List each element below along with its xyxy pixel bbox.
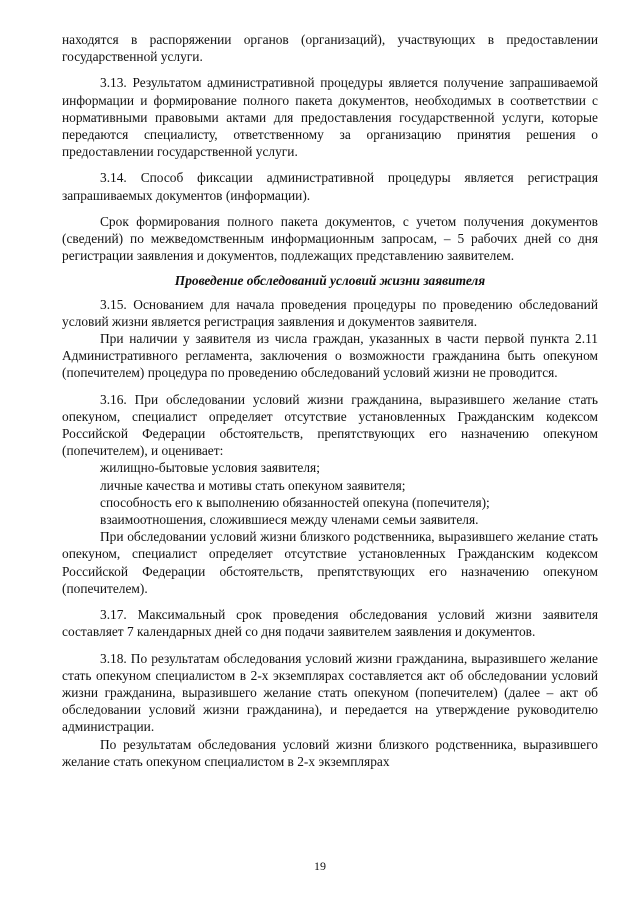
paragraph-3-13: 3.13. Результатом административной процедуры является получение запрашиваемой информации и формирование полного пакета документов, необходимых в соответствии с нормативными правовыми актами для предоставления государственной услуги, которые передаются специалисту, ответственному за организацию принятия решения о предоставлении государственной услуги. [62, 75, 598, 160]
paragraph-3-18: 3.18. По результатам обследования условий жизни гражданина, выразившего желание стать опекуном специалистом в 2-х экземплярах составляется акт об обследовании условий жизни гражданина, выразившего желание стать опекуном (попечителем) (далее – акт об обследовании условий жизни гражданина), и передается на утверждение руководителю администрации. [62, 650, 598, 735]
paragraph-3-17: 3.17. Максимальный срок проведения обследования условий жизни заявителя составляет 7 календарных дней со дня подачи заявителем заявления и документов. [62, 607, 598, 640]
paragraph-relative-results: По результатам обследования условий жизни близкого родственника, выразившего желание стать опекуном специалистом в 2-х экземплярах [62, 736, 598, 769]
paragraph-3-14: 3.14. Способ фиксации административной процедуры является регистрация запрашиваемых документов (информации). [62, 170, 598, 203]
paragraph-exception: При наличии у заявителя из числа граждан, указанных в части первой пункта 2.11 Административного регламента, заключения о возможности гражданина быть опекуном (попечителем) процедура по проведению обследований условий жизни не проводится. [62, 331, 598, 381]
paragraph-deadline: Срок формирования полного пакета документов, с учетом получения документов (сведений) по межведомственным информационным запросам, – 5 рабочих дней со дня регистрации заявления и документов, подлежащих представлению заявителем. [62, 213, 598, 264]
paragraph-relative: При обследовании условий жизни близкого родственника, выразившего желание стать опекуном, специалист определяет отсутствие установленных Гражданским кодексом Российской Федерации обстоятельств, препятствующих его назначению опекуном (попечителем). [62, 529, 598, 596]
paragraph-continuation: находятся в распоряжении органов (организаций), участвующих в предоставлении государственной услуги. [62, 32, 598, 65]
page-number: 19 [314, 859, 326, 873]
paragraph-3-15: 3.15. Основанием для начала проведения процедуры по проведению обследований условий жизни является регистрация заявления и документов заявителя. [62, 296, 598, 329]
paragraph-3-16: 3.16. При обследовании условий жизни гражданина, выразившего желание стать опекуном, специалист определяет отсутствие установленных Гражданским кодексом Российской Федерации обстоятельств, препятствующих его назначению опекуном (попечителем), и оценивает: [62, 391, 598, 459]
list-item: способность его к выполнению обязанностей опекуна (попечителя); [100, 494, 490, 510]
list-item: личные качества и мотивы стать опекуном заявителя; [100, 477, 406, 493]
list-item: жилищно-бытовые условия заявителя; [100, 460, 320, 476]
list-item: взаимоотношения, сложившиеся между членами семьи заявителя. [100, 512, 479, 528]
section-heading: Проведение обследований условий жизни заявителя [174, 273, 486, 289]
